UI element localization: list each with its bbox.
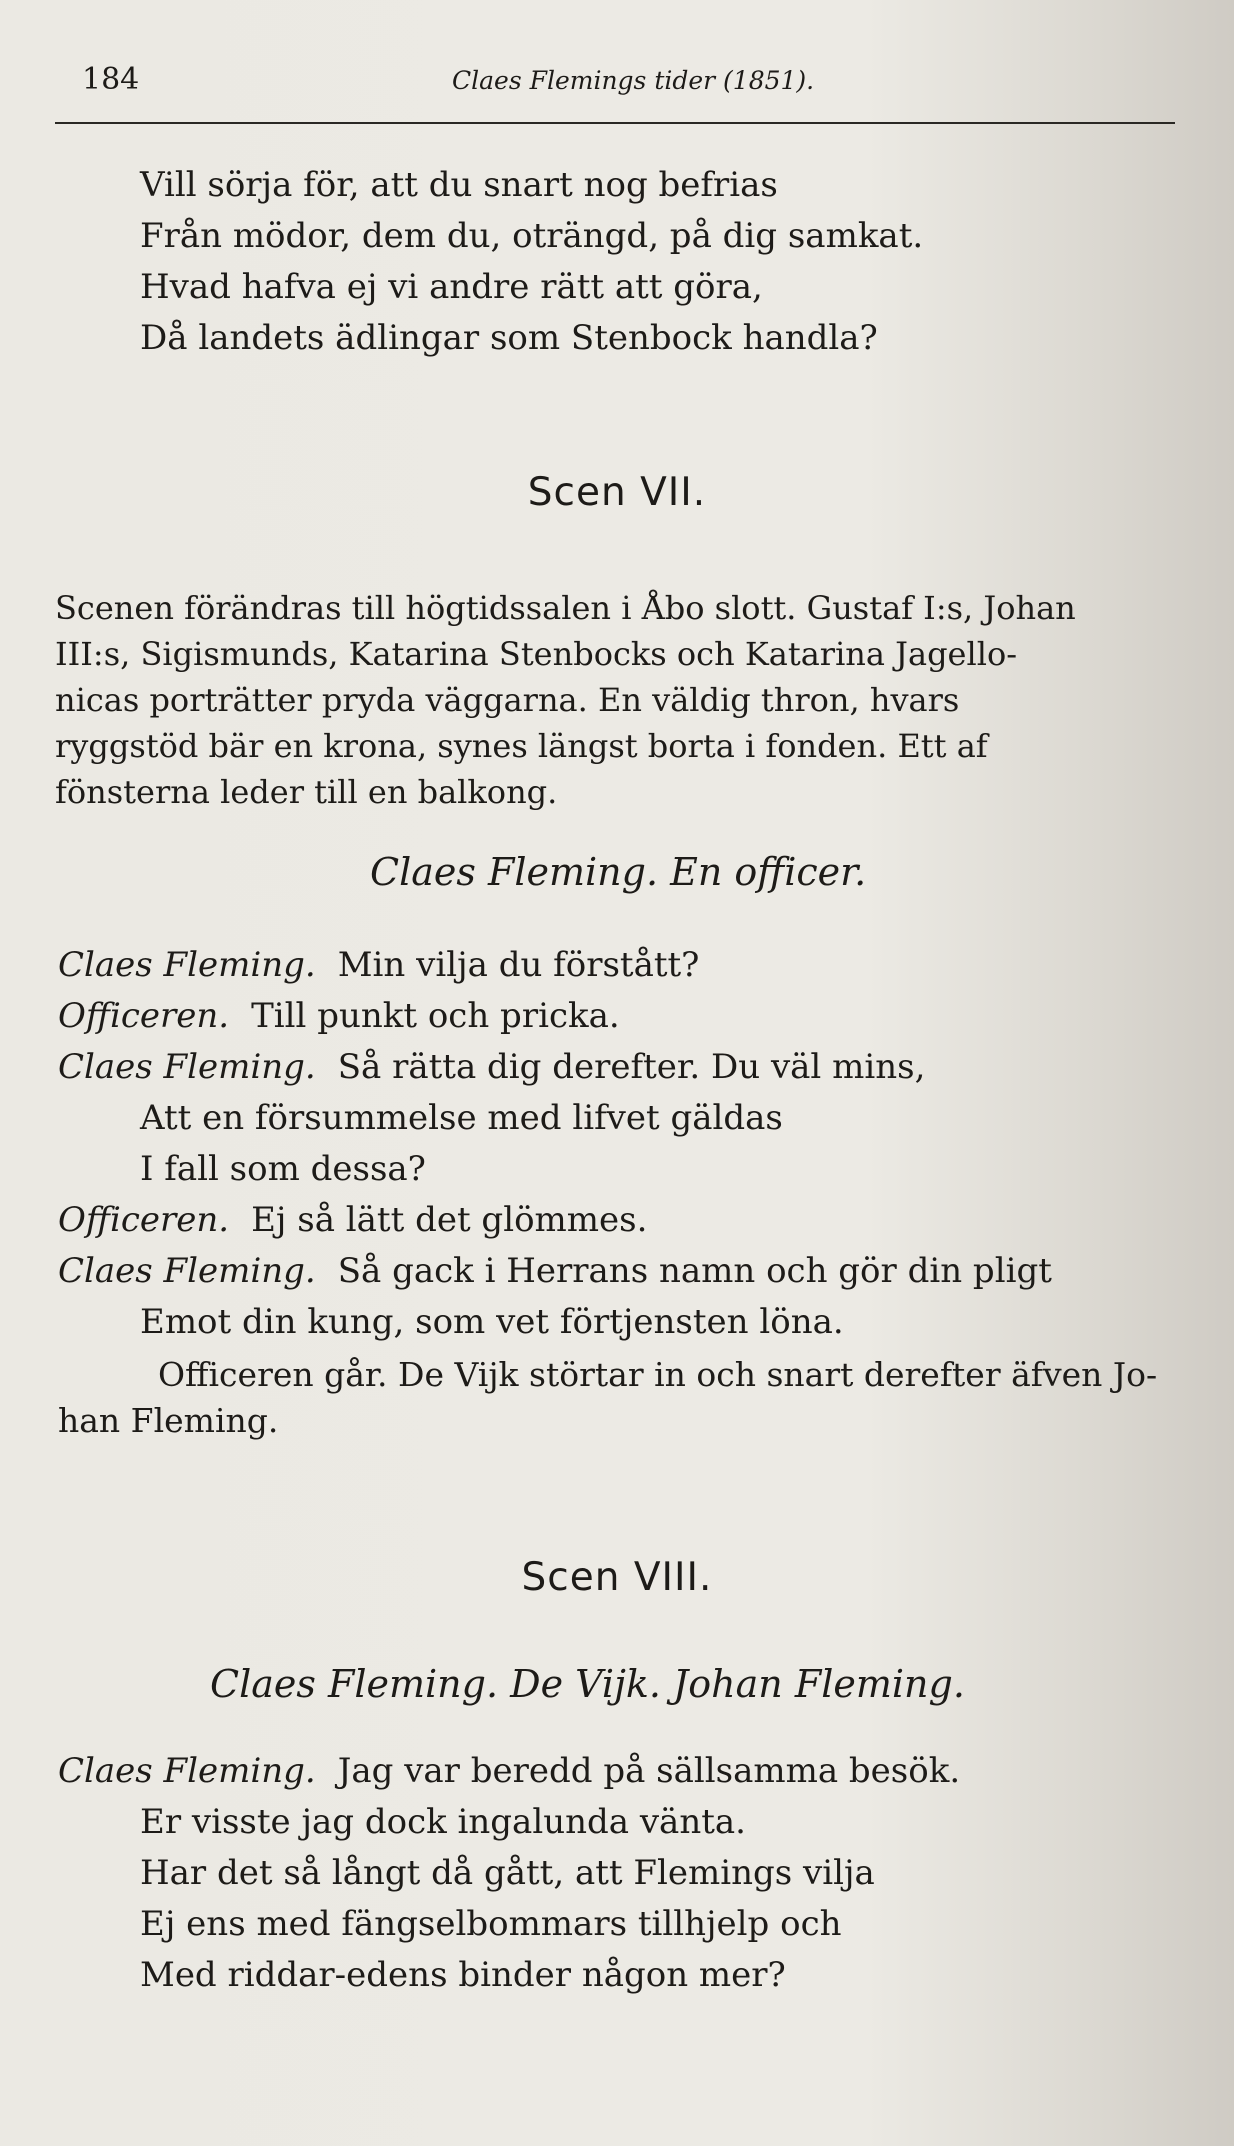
speaker-name: Claes Fleming. (58, 1251, 316, 1291)
stage-line: III:s, Sigismunds, Katarina Stenbocks och Katarina Jagello- (55, 635, 1018, 673)
spoken-text: Min vilja du förstått? (337, 945, 700, 985)
dialogue-line (0, 1042, 1234, 1093)
spoken-text: Så rätta dig derefter. Du väl mins, (337, 1047, 926, 1087)
verse-line: Hvad hafva ej vi andre rätt att göra, (140, 267, 763, 307)
verse-line: Vill sörja för, att du snart nog befrias (140, 165, 778, 205)
stage-line: fönsterna leder till en balkong. (55, 773, 558, 811)
speaker-name: Officeren. (58, 1200, 230, 1240)
spoken-text: Ej så lätt det glömmes. (251, 1200, 648, 1240)
scene-8-dialogue (0, 1746, 1234, 2001)
scene-8-cast: Claes Fleming. De Vijk. Johan Fleming. (210, 1662, 965, 1706)
speaker-name: Claes Fleming. (58, 945, 316, 985)
stage-line: ryggstöd bär en krona, synes längst borta i fonden. Ett af (55, 727, 988, 765)
exit-stage-direction (0, 1352, 1234, 1444)
header-rule (55, 122, 1175, 124)
speaker-name: Officeren. (58, 996, 230, 1036)
dialogue-line (0, 991, 1234, 1042)
spoken-text: Till punkt och pricka. (251, 996, 620, 1036)
dialogue-line (0, 940, 1234, 991)
speaker-name: Claes Fleming. (58, 1751, 316, 1791)
page-number: 184 (82, 62, 140, 97)
page-header (82, 62, 1174, 102)
dialogue-line (0, 1195, 1234, 1246)
scene-7-heading: Scen VII. (527, 470, 707, 515)
running-title: Claes Flemings tider (1851). (452, 66, 815, 95)
spoken-text: Jag var beredd på sällsamma besök. (337, 1751, 961, 1791)
verse-continuation: Emot din kung, som vet förtjensten löna. (140, 1302, 844, 1342)
verse-continuation: Er visste jag dock ingalunda vänta. (140, 1802, 746, 1842)
verse-line: Då landets ädlingar som Stenbock handla? (140, 318, 878, 358)
scene-8-heading: Scen VIII. (521, 1555, 713, 1600)
verse-continuation: I fall som dessa? (140, 1149, 426, 1189)
dialogue-line (0, 1746, 1234, 1797)
dialogue-line (0, 1246, 1234, 1297)
verse-continuation: Med riddar-edens binder någon mer? (140, 1955, 786, 1995)
stage-line: Scenen förändras till högtidssalen i Åbo slott. Gustaf I:s, Johan (55, 589, 1076, 627)
stage-line: Officeren går. De Vijk störtar in och snart derefter äfven Jo- (158, 1355, 1158, 1394)
verse-continuation: Har det så långt då gått, att Flemings vilja (140, 1853, 875, 1893)
opening-verse (0, 160, 1234, 364)
scene-7-stage-direction (0, 585, 1234, 815)
scene-7-cast: Claes Fleming. En officer. (370, 850, 867, 894)
verse-continuation: Att en försummelse med lifvet gäldas (140, 1098, 783, 1138)
speaker-name: Claes Fleming. (58, 1047, 316, 1087)
stage-line: han Fleming. (58, 1401, 279, 1440)
scene-7-dialogue (0, 940, 1234, 1348)
verse-continuation: Ej ens med fängselbommars tillhjelp och (140, 1904, 842, 1944)
spoken-text: Så gack i Herrans namn och gör din pligt (337, 1251, 1052, 1291)
stage-line: nicas porträtter pryda väggarna. En väldig thron, hvars (55, 681, 960, 719)
verse-line: Från mödor, dem du, oträngd, på dig samkat. (140, 216, 924, 256)
